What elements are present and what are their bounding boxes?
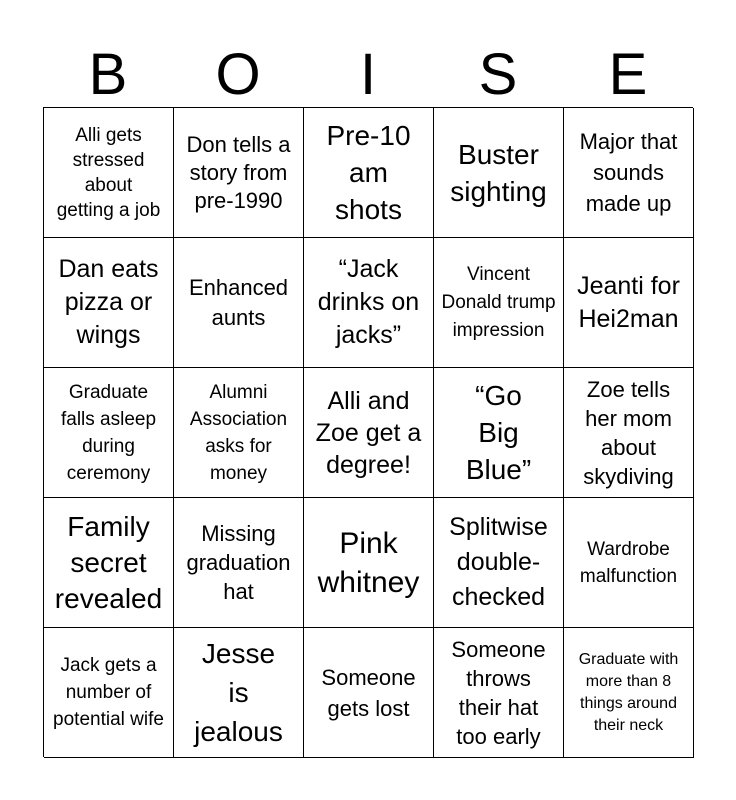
header-letter-i: I	[359, 42, 377, 107]
bingo-cell-text: Missing graduation hat	[186, 521, 291, 604]
bingo-cell[interactable]	[434, 368, 564, 498]
bingo-cell-text: Jeanti for Hei2man	[577, 271, 680, 333]
bingo-cell-text: Someone throws their hat too early	[451, 636, 546, 749]
bingo-cell-text: Wardrobe malfunction	[579, 538, 678, 587]
bingo-cell-text: Jack gets a number of potential wife	[53, 655, 164, 730]
header-letter-e: E	[608, 42, 648, 107]
bingo-cell[interactable]	[174, 628, 304, 758]
bingo-cell[interactable]	[44, 498, 174, 628]
bingo-cell-text: Don tells a story from pre-1990	[186, 131, 291, 213]
bingo-cell-text: Vincent Donald trump impression	[441, 263, 556, 341]
bingo-cell[interactable]	[434, 628, 564, 758]
bingo-cell-text: Alumni Association asks for money	[189, 381, 288, 484]
bingo-cell-text: Pre-10 am shots	[326, 120, 411, 225]
bingo-cell[interactable]	[564, 498, 694, 628]
bingo-cell-text: Enhanced aunts	[188, 274, 289, 330]
bingo-cell[interactable]	[304, 498, 434, 628]
bingo-cell-text: Zoe tells her mom about skydiving	[583, 376, 674, 489]
bingo-cell[interactable]	[434, 498, 564, 628]
bingo-cell-text: Jesse is jealous	[194, 638, 283, 747]
bingo-cell-text: “Go Big Blue”	[465, 380, 532, 485]
bingo-cell[interactable]	[44, 238, 174, 368]
bingo-cell-text: Someone gets lost	[321, 664, 416, 721]
bingo-cell[interactable]	[174, 238, 304, 368]
bingo-cell[interactable]	[44, 108, 174, 238]
bingo-cell-text: Alli gets stressed about getting a job	[56, 124, 161, 221]
bingo-grid	[43, 107, 693, 757]
bingo-cell[interactable]	[564, 238, 694, 368]
bingo-cell[interactable]	[44, 368, 174, 498]
header-letter-s: S	[478, 42, 518, 107]
bingo-cell-text: Major that sounds made up	[579, 129, 678, 216]
bingo-cell-text: Graduate with more than 8 things around their neck	[578, 650, 679, 734]
bingo-cell[interactable]	[564, 368, 694, 498]
bingo-header	[43, 40, 693, 110]
bingo-cell[interactable]	[304, 368, 434, 498]
bingo-cell-text: Alli and Zoe get a degree!	[315, 386, 422, 479]
bingo-cell-text: “Jack drinks on jacks”	[317, 255, 420, 349]
bingo-cell-text: Buster sighting	[450, 138, 547, 207]
bingo-cell-text: Graduate falls asleep during ceremony	[60, 381, 157, 484]
bingo-cell[interactable]	[174, 108, 304, 238]
bingo-cell[interactable]	[174, 498, 304, 628]
bingo-cell[interactable]	[304, 628, 434, 758]
bingo-cell-text: Pink whitney	[317, 526, 420, 599]
bingo-cell[interactable]	[564, 108, 694, 238]
header-letter-b: B	[88, 42, 128, 107]
header-letter-o: O	[215, 42, 261, 107]
bingo-cell[interactable]	[44, 628, 174, 758]
bingo-cell[interactable]	[304, 108, 434, 238]
bingo-cell[interactable]	[434, 108, 564, 238]
bingo-cell[interactable]	[434, 238, 564, 368]
bingo-cell-text: Dan eats pizza or wings	[58, 255, 159, 349]
bingo-cell[interactable]	[174, 368, 304, 498]
bingo-cell[interactable]	[304, 238, 434, 368]
bingo-cell-text: Family secret revealed	[54, 510, 163, 614]
bingo-cell[interactable]	[564, 628, 694, 758]
bingo-cell-text: Splitwise double-checked	[449, 513, 548, 611]
